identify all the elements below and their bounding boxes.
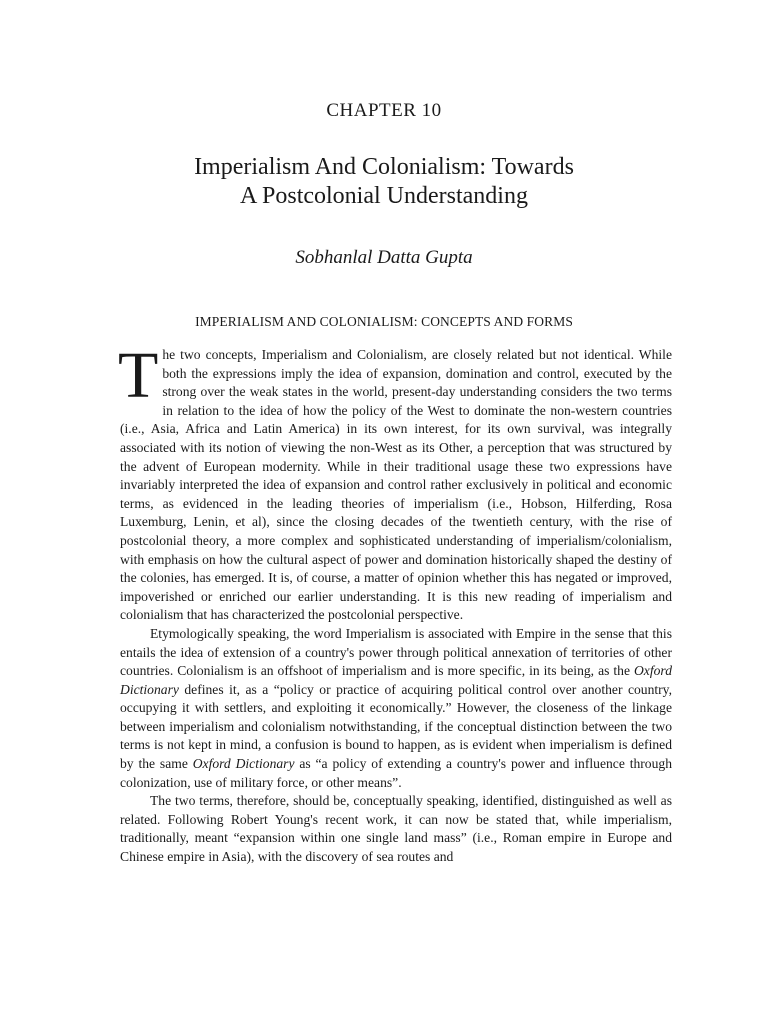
paragraph-2-italic-1: Oxford Dictionary bbox=[120, 663, 672, 697]
paragraph-2-part-2: defines it, as a “policy or practice of acquiring political control over another country, occupying it with settlers, and exploiting it economically.” However, the closeness of the linkage between imperialism and colonialism notwithstanding, if the conceptual distinction between the two terms is not kept in mind, a confusion is bound to happen, as is evident when imperialism is defined by the same bbox=[120, 681, 672, 772]
paragraph-2-part-3: as “a policy of extending a country's power and influence through colonization, use of military force, or other means”. bbox=[120, 756, 672, 790]
chapter-number: CHAPTER 10 bbox=[326, 100, 442, 121]
paragraph-3: The two terms, therefore, should be, conceptually speaking, identified, distinguished as well as related. Following Robert Young's recent work, it can now be stated that, while imperialism, traditionally, meant “expansion within one single land mass” (i.e., Roman empire in Europe and Chinese empire in Asia), with the discovery of sea routes and bbox=[120, 793, 672, 865]
paragraph-2-italic-2: Oxford Dictionary bbox=[192, 756, 295, 772]
chapter-title-line-1: Imperialism And Colonialism: Towards bbox=[194, 154, 574, 180]
author-name: Sobhanlal Datta Gupta bbox=[295, 247, 473, 268]
paragraph-2 bbox=[120, 625, 672, 792]
paragraph-1-text: he two concepts, Imperialism and Colonialism, are closely related but not identical. While both the expressions imply the idea of expansion, domination and control, executed by the strong over the weak states in the world, present-day understanding considers the two terms in relation to the idea of how the policy of the West to dominate the non-western countries (i.e., Asia, Africa and Latin America) in its own interest, for its own survival, was integrally associated with its notion of viewing the non-West as its Other, a perception that was structured by the advent of European modernity. While in their traditional usage these two expressions have invariably interpreted the idea of expansion and control rather exclusively in political and economic terms, as evidenced in the leading theories of imperialism (i.e., Hobson, Hilferding, Rosa Luxemburg, Lenin, et al), since the closing decades of the twentieth century, with the rise of postcolonial theory, a more complex and sophisticated understanding of imperialism/colonialism, with emphasis on how the cultural aspect of power and domination historically shaped the destiny of the colonies, has emerged. It is, of course, a matter of opinion whether this has negated or improved, impoverished or enriched our earlier understanding. It is this new reading of imperialism and colonialism that has characterized the postcolonial perspective. bbox=[120, 347, 672, 623]
chapter-title bbox=[0, 153, 768, 211]
drop-cap: T bbox=[118, 339, 159, 412]
section-heading: IMPERIALISM AND COLONIALISM: CONCEPTS AND FORMS bbox=[195, 314, 573, 329]
paragraph-1 bbox=[118, 339, 672, 625]
paragraph-2-part-1: Etymologically speaking, the word Imperialism is associated with Empire in the sense that this entails the idea of extension of a country's power through political annexation of territories of other countries. Colonialism is an offshoot of imperialism and is more specific, in its being, as the bbox=[120, 625, 672, 679]
body-text bbox=[118, 339, 672, 867]
chapter-title-line-2: A Postcolonial Understanding bbox=[240, 183, 528, 209]
